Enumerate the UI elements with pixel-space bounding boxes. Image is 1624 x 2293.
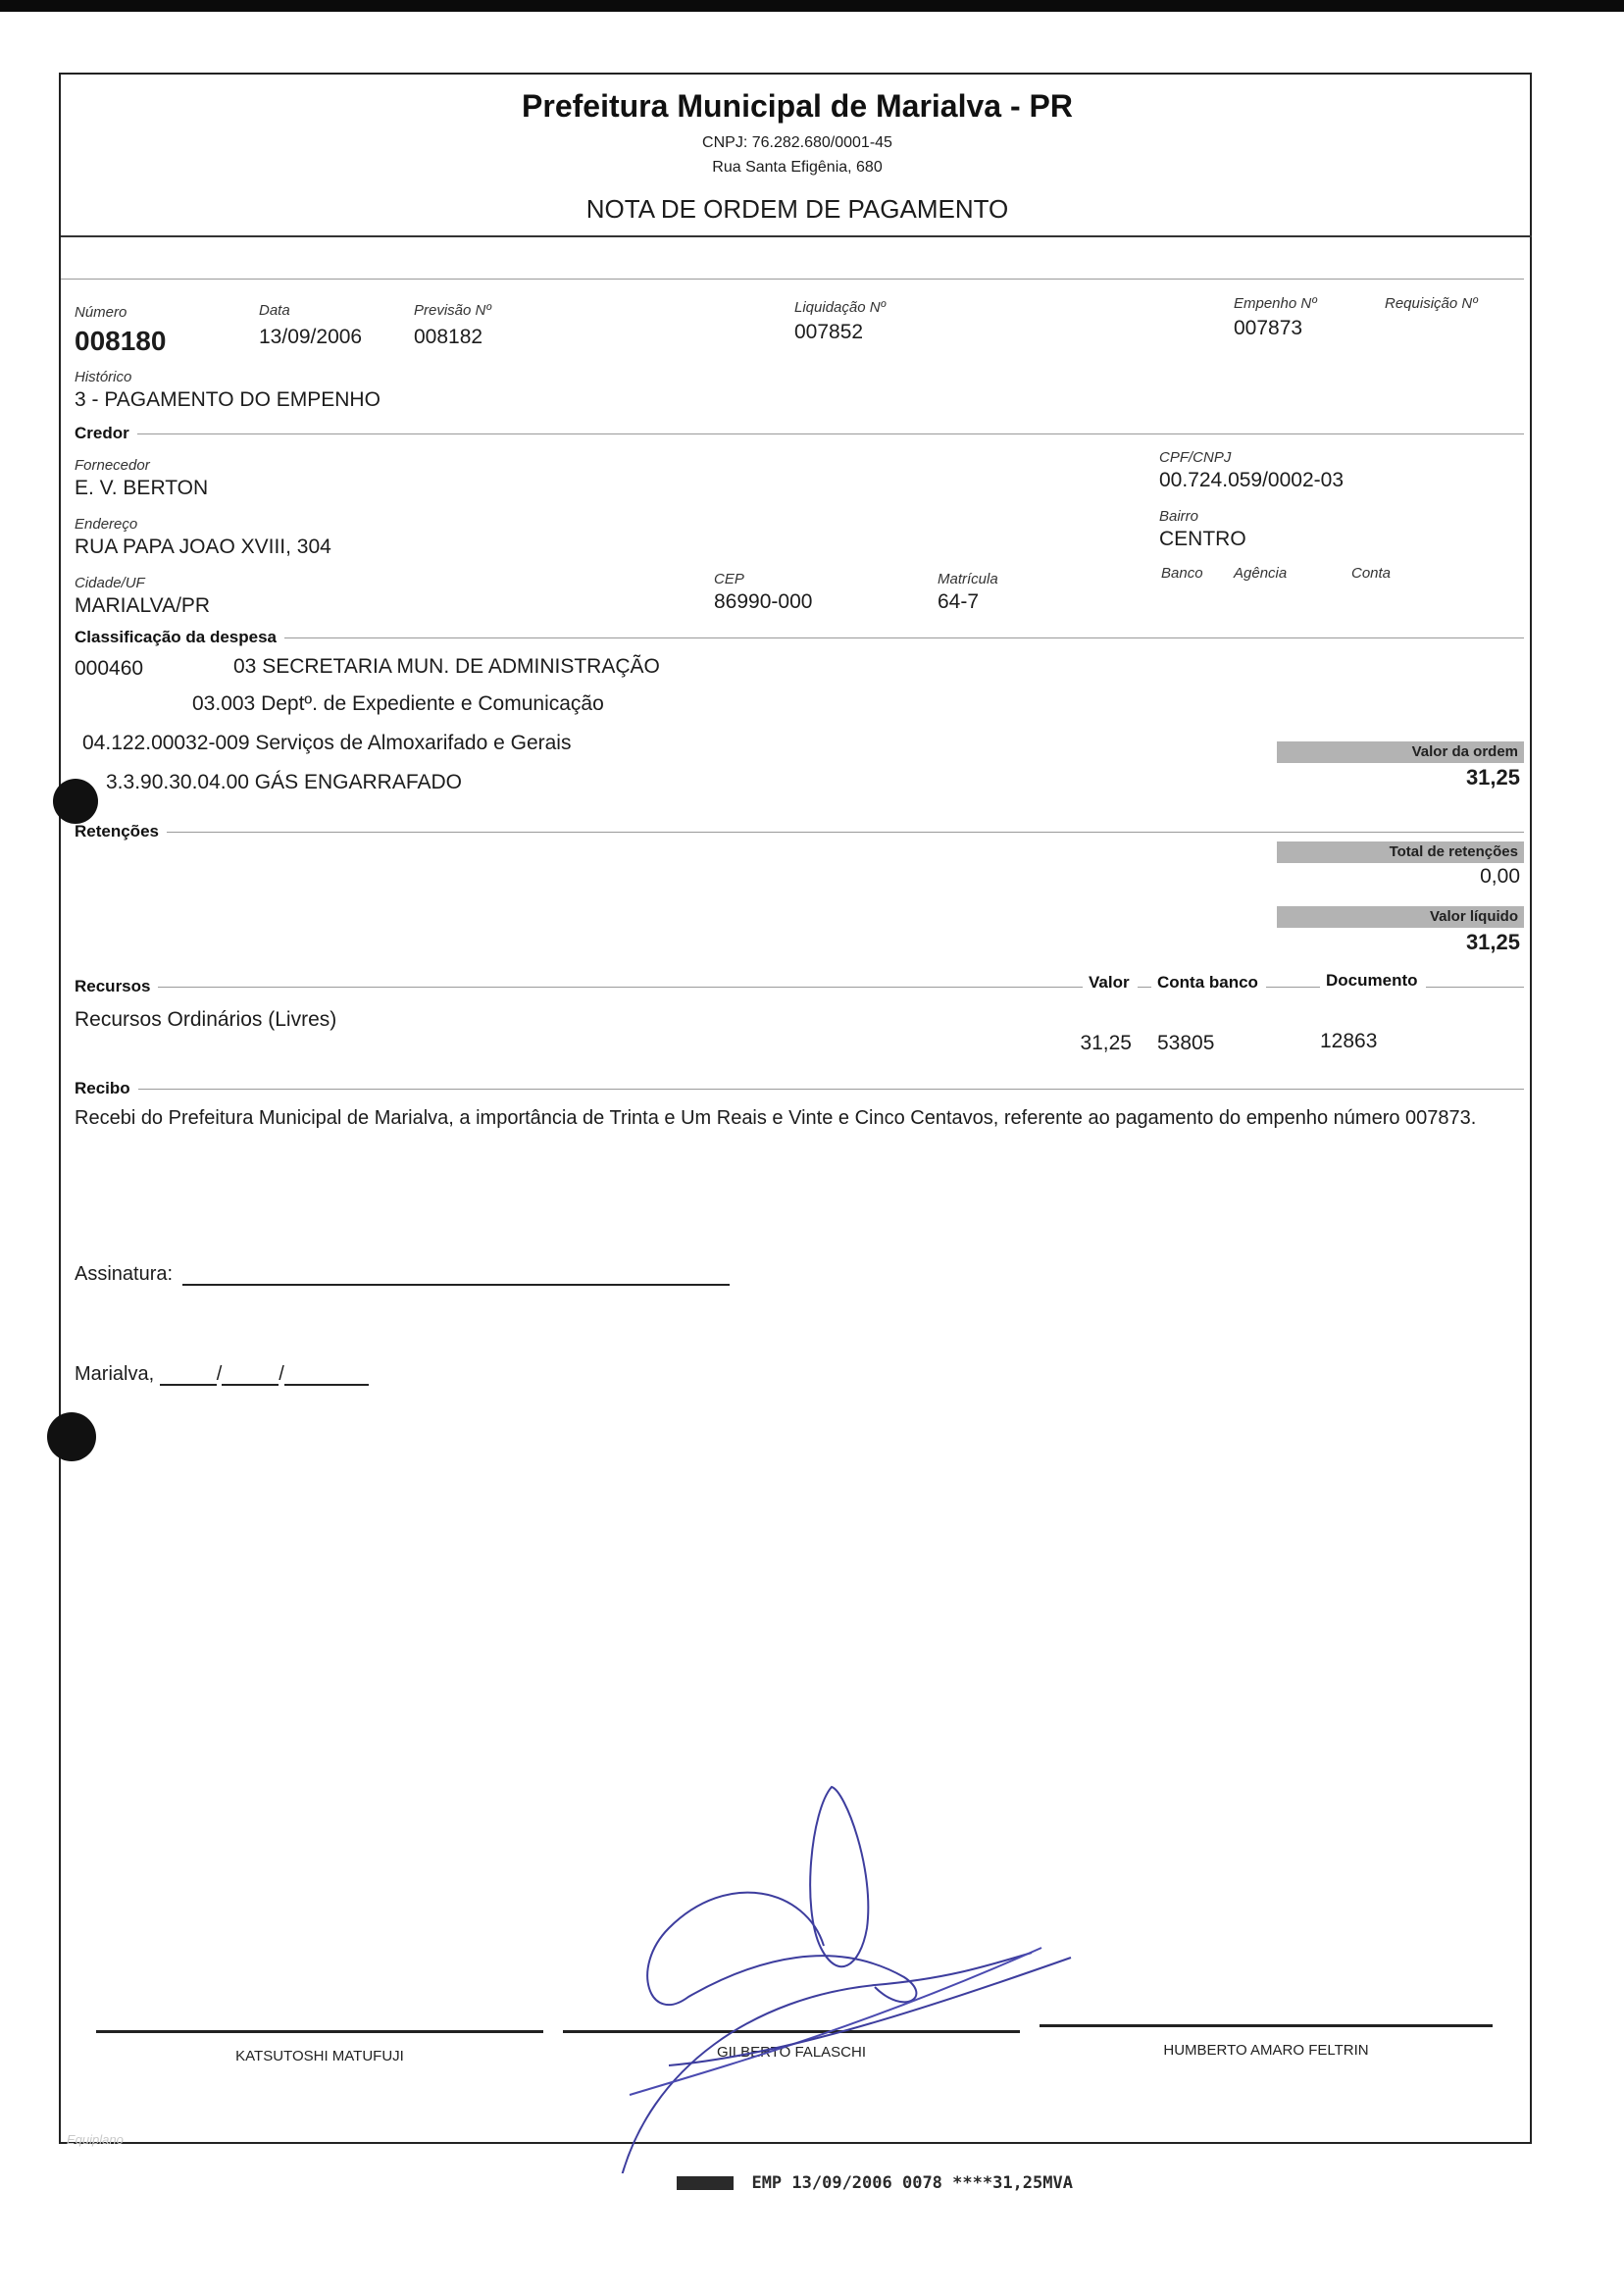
assinatura-line — [75, 1263, 730, 1286]
cpf-label: CPF/CNPJ — [1159, 449, 1232, 466]
data-value: 13/09/2006 — [259, 326, 363, 348]
document-frame — [59, 73, 1532, 2147]
recursos-rule — [75, 987, 1524, 988]
cpf-value: 00.724.059/0002-03 — [1159, 469, 1345, 491]
cep-value: 86990-000 — [714, 590, 813, 613]
data-label: Data — [259, 302, 290, 319]
classificacao-secretaria: 03 SECRETARIA MUN. DE ADMINISTRAÇÃO — [233, 655, 660, 678]
municipality-title: Prefeitura Municipal de Marialva - PR — [522, 88, 1073, 124]
matricula-value: 64-7 — [938, 590, 980, 613]
agencia-label: Agência — [1234, 565, 1288, 582]
recursos-conta-header: Conta banco — [1151, 973, 1266, 993]
total-retencoes-label: Total de retenções — [1277, 841, 1524, 863]
valor-liquido-value: 31,25 — [1465, 930, 1520, 954]
bairro-value: CENTRO — [1159, 528, 1246, 550]
empenho-label: Empenho Nº — [1234, 295, 1317, 312]
recursos-valor: 31,25 — [1080, 1032, 1132, 1054]
local-label: Marialva, — [75, 1363, 155, 1385]
recursos-section: Recursos — [75, 977, 158, 996]
valor-liquido-label: Valor líquido — [1277, 906, 1524, 928]
numero-value: 008180 — [75, 326, 167, 356]
fornecedor-value: E. V. BERTON — [75, 477, 209, 499]
date-year-blank — [284, 1366, 369, 1386]
liquidacao-value: 007852 — [794, 321, 864, 343]
document-title: NOTA DE ORDEM DE PAGAMENTO — [585, 194, 1009, 224]
matricula-label: Matrícula — [938, 571, 998, 587]
header-divider — [61, 235, 1532, 237]
signatory-1: KATSUTOSHI MATUFUJI — [235, 2048, 404, 2064]
historico-label: Histórico — [75, 369, 132, 385]
stamp-text: EMP 13/09/2006 0078 ****31,25MVA — [751, 2173, 1073, 2193]
credor-rule — [75, 433, 1524, 434]
recursos-descricao: Recursos Ordinários (Livres) — [75, 1008, 337, 1031]
classificacao-code: 000460 — [75, 657, 144, 680]
address-line: Rua Santa Efigênia, 680 — [712, 159, 883, 176]
signatory-3: HUMBERTO AMARO FELTRIN — [1163, 2042, 1369, 2059]
empenho-value: 007873 — [1234, 317, 1303, 339]
bairro-label: Bairro — [1159, 508, 1199, 525]
liquidacao-label: Liquidação Nº — [794, 299, 887, 316]
binding-hole-1 — [53, 779, 98, 824]
previsao-value: 008182 — [414, 326, 483, 348]
footer-stamp — [677, 2173, 1073, 2193]
cnpj-line: CNPJ: 76.282.680/0001-45 — [702, 134, 892, 151]
credor-section: Credor — [75, 424, 137, 443]
recursos-conta-banco: 53805 — [1157, 1032, 1215, 1054]
stamp-logo-icon — [677, 2176, 734, 2190]
conta-label: Conta — [1351, 565, 1392, 582]
signatory-2: GILBERTO FALASCHI — [717, 2044, 866, 2061]
assinatura-label: Assinatura: — [75, 1263, 174, 1285]
total-retencoes-value: 0,00 — [1480, 865, 1520, 888]
cidade-label: Cidade/UF — [75, 575, 145, 591]
numero-label: Número — [75, 304, 127, 321]
cep-label: CEP — [714, 571, 744, 587]
signature-line-1 — [96, 2030, 543, 2033]
valor-ordem-label: Valor da ordem — [1277, 741, 1524, 763]
equiplano-watermark: Equiplano — [67, 2132, 124, 2147]
date-day-blank — [160, 1366, 217, 1386]
scan-top-edge — [0, 0, 1624, 12]
previsao-label: Previsão Nº — [414, 302, 491, 319]
local-data-line: Marialva, / / — [75, 1363, 369, 1386]
recursos-valor-header: Valor — [1083, 973, 1138, 993]
retencoes-rule — [75, 832, 1524, 833]
banco-label: Banco — [1161, 565, 1203, 582]
ids-top-rule — [61, 279, 1524, 280]
fornecedor-label: Fornecedor — [75, 457, 150, 474]
recibo-text: Recebi do Prefeitura Municipal de Marialva, a importância de Trinta e Um Reais e Vinte e Cinco Centavos, referente ao pagamento do empenho número 007873. — [75, 1107, 1477, 1129]
classificacao-departamento: 03.003 Deptº. de Expediente e Comunicação — [192, 692, 604, 715]
handwritten-signature — [610, 1771, 1120, 2173]
binding-hole-2 — [47, 1412, 96, 1461]
classificacao-rule — [75, 637, 1524, 638]
classificacao-section: Classificação da despesa — [75, 628, 284, 647]
recursos-documento: 12863 — [1320, 1030, 1378, 1052]
endereco-label: Endereço — [75, 516, 138, 533]
requisicao-label: Requisição Nº — [1385, 295, 1478, 312]
recursos-documento-header: Documento — [1320, 971, 1426, 991]
historico-value: 3 - PAGAMENTO DO EMPENHO — [75, 388, 381, 411]
retencoes-section: Retenções — [75, 822, 167, 841]
valor-ordem-value: 31,25 — [1465, 765, 1520, 790]
recibo-rule — [75, 1089, 1524, 1090]
date-month-blank — [222, 1366, 279, 1386]
classificacao-programa: 04.122.00032-009 Serviços de Almoxarifado e Gerais — [82, 732, 572, 754]
assinatura-blank — [182, 1266, 730, 1286]
recibo-section: Recibo — [75, 1079, 138, 1098]
cidade-value: MARIALVA/PR — [75, 594, 211, 617]
endereco-value: RUA PAPA JOAO XVIII, 304 — [75, 535, 331, 558]
classificacao-elemento: 3.3.90.30.04.00 GÁS ENGARRAFADO — [106, 771, 463, 793]
